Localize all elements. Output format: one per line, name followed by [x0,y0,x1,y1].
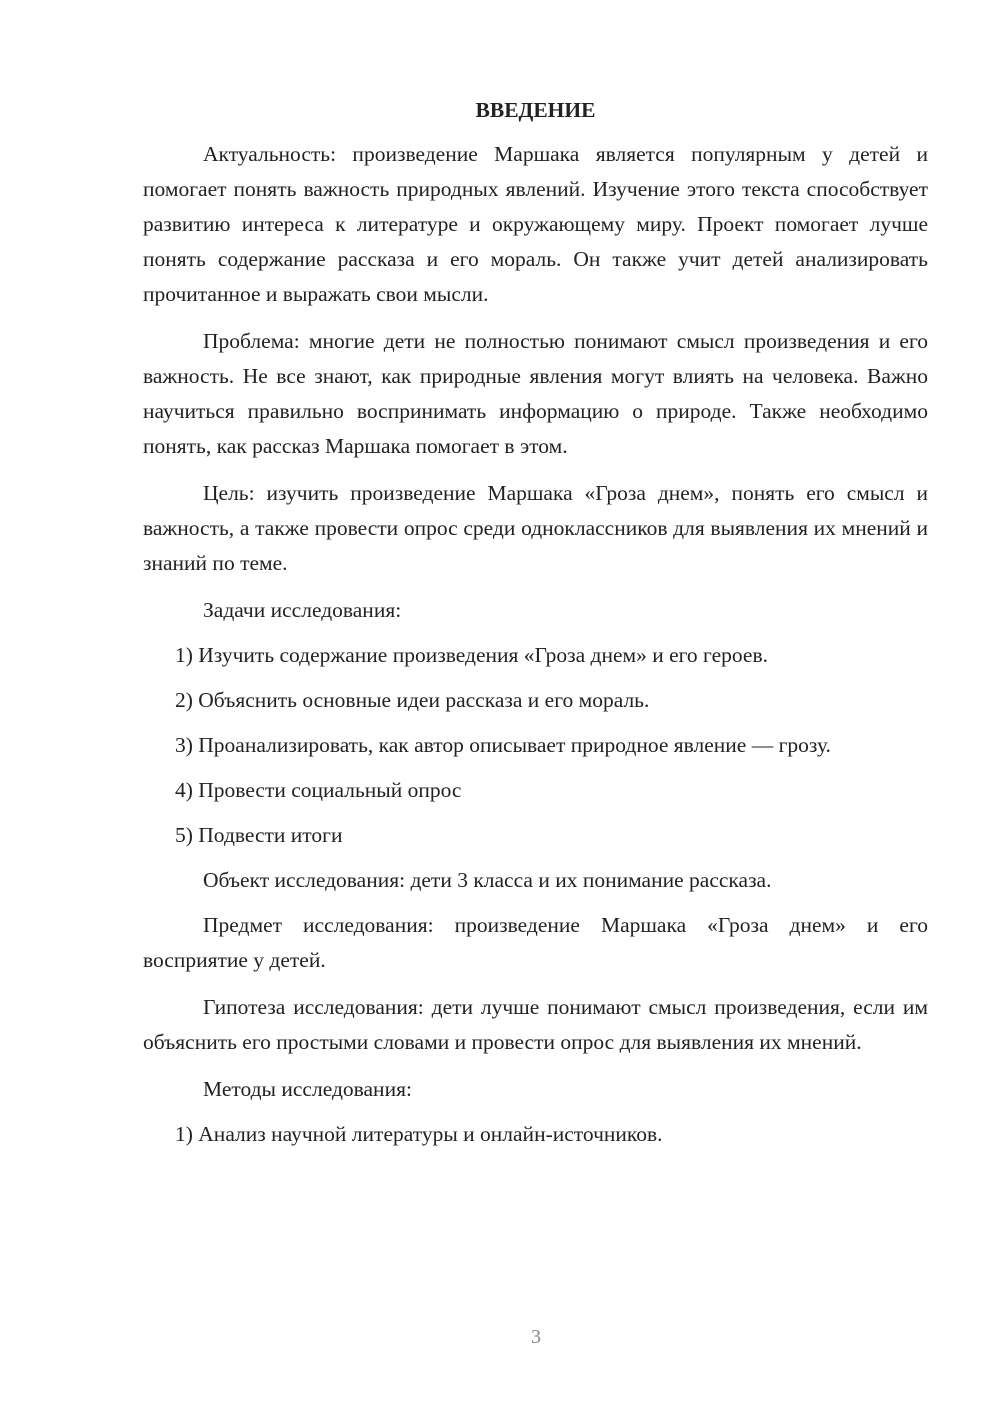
task-item-3: 3) Проанализировать, как автор описывает природное явление — грозу. [175,733,831,757]
section-title: ВВЕДЕНИЕ [475,98,596,122]
task-item-1: 1) Изучить содержание произведения «Гроза днем» и его героев. [175,643,768,667]
object-paragraph: Объект исследования: дети 3 класса и их понимание рассказа. [203,868,772,892]
task-item-5: 5) Подвести итоги [175,823,343,847]
hypothesis-paragraph: Гипотеза исследования: дети лучше понимают смысл произведения, если им объяснить его простыми словами и провести опрос для выявления их мнений. [143,995,928,1054]
goal-paragraph: Цель: изучить произведение Маршака «Гроза днем», понять его смысл и важность, а также провести опрос среди одноклассников для выявления их мнений и знаний по теме. [143,481,928,575]
task-item-2: 2) Объяснить основные идеи рассказа и его мораль. [175,688,650,712]
task-item-4: 4) Провести социальный опрос [175,778,462,802]
tasks-heading: Задачи исследования: [203,598,402,622]
problem-paragraph: Проблема: многие дети не полностью понимают смысл произведения и его важность. Не все знают, как природные явления могут влиять на человека. Важно научиться правильно воспринимать информацию о природе. Также необходимо понять, как рассказ Маршака помогает в этом. [143,329,928,458]
page-number: 3 [531,1326,541,1348]
relevance-paragraph: Актуальность: произведение Маршака является популярным у детей и помогает понять важность природных явлений. Изучение этого текста способствует развитию интереса к литературе и окружающему миру. Проект помогает лучше понять содержание рассказа и его мораль. Он также учит детей анализировать прочитанное и выражать свои мысли. [143,142,928,306]
method-item-1: 1) Анализ научной литературы и онлайн-источников. [175,1122,663,1146]
methods-heading: Методы исследования: [203,1077,412,1101]
document-page [143,95,928,1162]
subject-paragraph: Предмет исследования: произведение Маршака «Гроза днем» и его восприятие у детей. [143,913,928,972]
